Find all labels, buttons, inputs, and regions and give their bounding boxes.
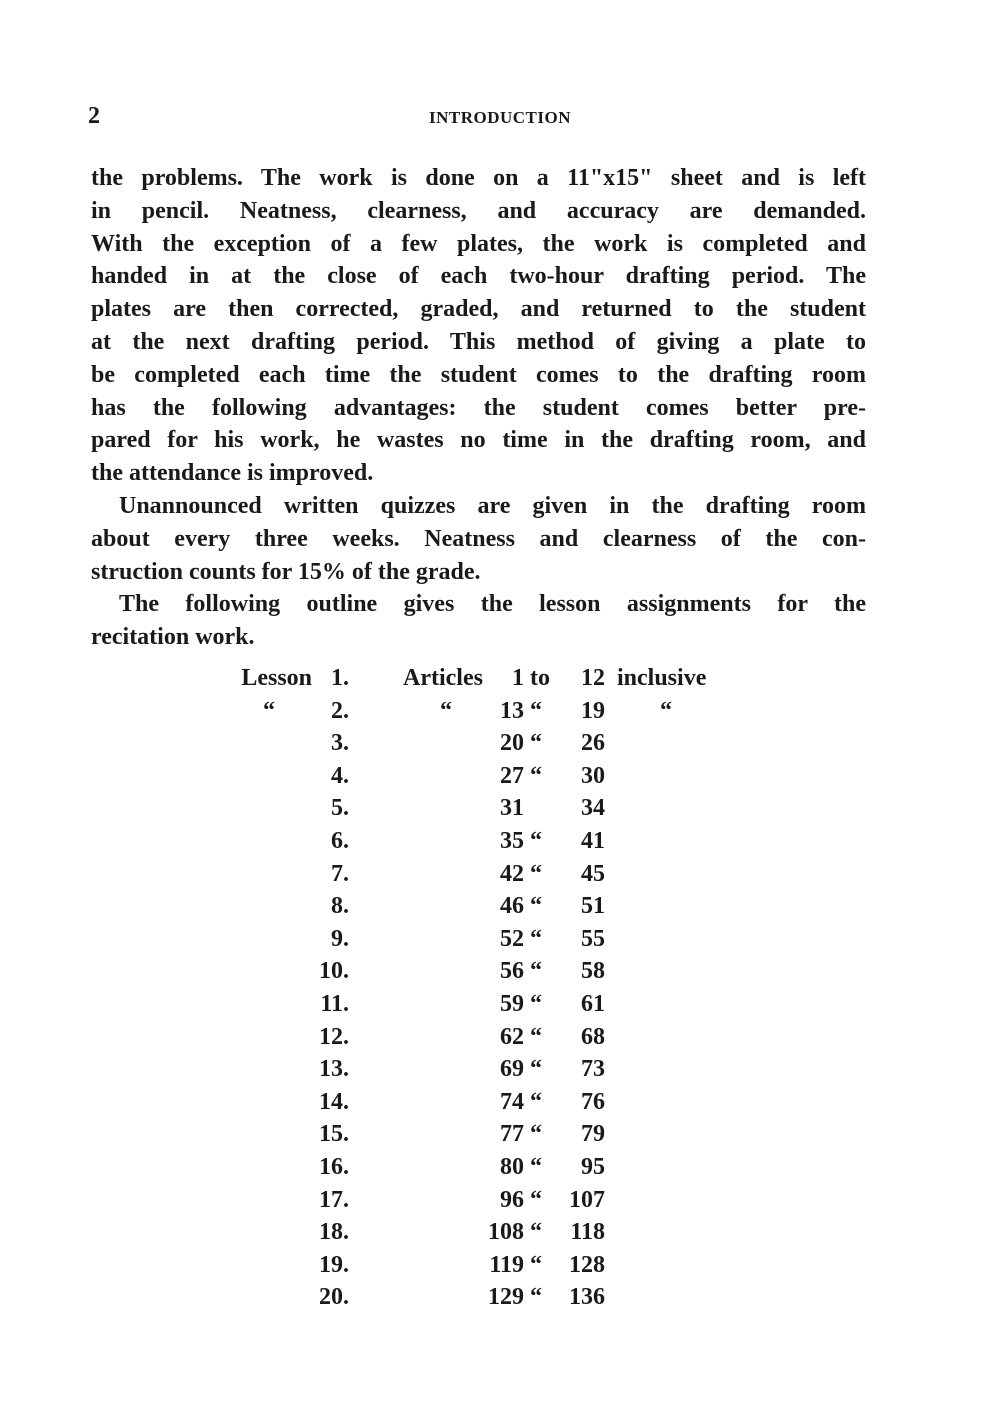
article-from: 13: [500, 697, 524, 724]
article-from: 31: [500, 795, 524, 822]
article-from: 129: [488, 1284, 524, 1311]
table-row: [0, 1281, 1000, 1314]
article-to: 58: [581, 958, 605, 985]
range-separator: “: [530, 990, 542, 1017]
table-row: [0, 662, 1000, 695]
range-separator: “: [530, 958, 542, 985]
article-from: 20: [500, 730, 524, 757]
lesson-number: 19.: [319, 1251, 349, 1278]
range-separator: “: [530, 1056, 542, 1083]
article-from: 52: [500, 925, 524, 952]
lesson-number: 1.: [331, 665, 349, 691]
table-row: [0, 923, 1000, 956]
range-separator: “: [530, 1023, 542, 1050]
text-line: at the next drafting period. This method of giving a plate to: [91, 328, 866, 355]
lesson-number: 10.: [319, 958, 349, 985]
table-row: [0, 1249, 1000, 1282]
lesson-number: 15.: [319, 1121, 349, 1148]
range-separator: “: [530, 1219, 542, 1246]
article-from: 96: [500, 1186, 524, 1213]
lesson-number: 13.: [319, 1056, 349, 1083]
text-line: With the exception of a few plates, the work is completed and: [91, 230, 866, 257]
table-row: [0, 988, 1000, 1021]
article-to: 79: [581, 1121, 605, 1148]
article-from: 80: [500, 1153, 524, 1180]
text-line: struction counts for 15% of the grade.: [91, 558, 481, 585]
inclusive-label: “: [660, 697, 672, 724]
article-to: 73: [581, 1056, 605, 1083]
lesson-number: 16.: [319, 1153, 349, 1180]
article-to: 34: [581, 795, 605, 822]
table-row: [0, 1216, 1000, 1249]
text-line: recitation work.: [91, 624, 255, 651]
text-line: the problems. The work is done on a 11"x15" sheet and is left: [91, 165, 866, 191]
table-row: [0, 1021, 1000, 1054]
lesson-number: 4.: [331, 762, 349, 789]
range-separator: “: [530, 925, 542, 952]
paragraph: [91, 588, 866, 654]
range-separator: to: [530, 665, 550, 691]
paragraph: [91, 162, 866, 490]
text-line: plates are then corrected, graded, and returned to the student: [91, 296, 866, 323]
text-line: in pencil. Neatness, clearness, and accuracy are demanded.: [91, 197, 866, 224]
article-to: 12: [581, 665, 605, 691]
lesson-assignments-table: [0, 662, 1000, 1314]
range-separator: “: [530, 697, 542, 724]
text-line: pared for his work, he wastes no time in the drafting room, and: [91, 427, 866, 454]
range-separator: “: [530, 860, 542, 887]
text-line: has the following advantages: the student comes better pre-: [91, 394, 866, 421]
article-from: 62: [500, 1023, 524, 1050]
range-separator: “: [530, 1088, 542, 1115]
table-row: [0, 825, 1000, 858]
articles-label: Articles: [403, 665, 483, 691]
text-line: the attendance is improved.: [91, 460, 374, 487]
range-separator: “: [530, 827, 542, 854]
range-separator: “: [530, 1251, 542, 1278]
article-to: 68: [581, 1023, 605, 1050]
text-line: be completed each time the student comes to the drafting room: [91, 361, 866, 388]
article-to: 136: [569, 1284, 605, 1311]
table-row: [0, 1151, 1000, 1184]
article-from: 69: [500, 1056, 524, 1083]
lesson-number: 17.: [319, 1186, 349, 1213]
table-row: [0, 792, 1000, 825]
article-from: 46: [500, 893, 524, 920]
running-title: INTRODUCTION: [428, 108, 572, 127]
range-separator: “: [530, 1153, 542, 1180]
lesson-number: 12.: [319, 1023, 349, 1050]
lesson-number: 2.: [331, 697, 349, 724]
article-from: 27: [500, 762, 524, 789]
lesson-number: 8.: [331, 893, 349, 920]
lesson-number: 6.: [331, 827, 349, 854]
lesson-number: 7.: [331, 860, 349, 887]
article-to: 128: [569, 1251, 605, 1278]
lesson-number: 18.: [319, 1219, 349, 1246]
table-row: [0, 955, 1000, 988]
article-from: 119: [489, 1251, 524, 1278]
article-from: 77: [500, 1121, 524, 1148]
articles-label: “: [440, 697, 452, 724]
table-row: [0, 695, 1000, 728]
paragraph: [91, 490, 866, 588]
lesson-number: 11.: [320, 990, 349, 1017]
lesson-number: 14.: [319, 1088, 349, 1115]
range-separator: “: [530, 1284, 542, 1311]
table-row: [0, 858, 1000, 891]
article-to: 30: [581, 762, 605, 789]
article-to: 107: [569, 1186, 605, 1213]
article-to: 118: [570, 1219, 605, 1246]
page-number: 2: [88, 103, 100, 129]
lesson-number: 5.: [331, 795, 349, 822]
range-separator: “: [530, 1121, 542, 1148]
article-from: 35: [500, 827, 524, 854]
article-from: 108: [488, 1219, 524, 1246]
text-line: The following outline gives the lesson assignments for the: [119, 591, 866, 618]
inclusive-label: inclusive: [617, 665, 707, 691]
article-to: 19: [581, 697, 605, 724]
range-separator: “: [530, 762, 542, 789]
article-from: 42: [500, 860, 524, 887]
article-from: 59: [500, 990, 524, 1017]
body-text: [91, 162, 866, 654]
article-from: 74: [500, 1088, 524, 1115]
article-to: 76: [581, 1088, 605, 1115]
range-separator: “: [530, 1186, 542, 1213]
table-row: [0, 1184, 1000, 1217]
article-to: 55: [581, 925, 605, 952]
text-line: about every three weeks. Neatness and clearness of the con-: [91, 525, 866, 552]
table-row: [0, 760, 1000, 793]
table-row: [0, 890, 1000, 923]
article-to: 61: [581, 990, 605, 1017]
article-to: 45: [581, 860, 605, 887]
lesson-number: 20.: [319, 1284, 349, 1311]
article-to: 95: [581, 1153, 605, 1180]
article-to: 51: [581, 893, 605, 920]
table-row: [0, 1118, 1000, 1151]
lesson-number: 9.: [331, 925, 349, 952]
table-row: [0, 727, 1000, 760]
lesson-label: “: [263, 697, 275, 724]
article-from: 1: [512, 665, 524, 691]
range-separator: “: [530, 730, 542, 757]
article-from: 56: [500, 958, 524, 985]
article-to: 41: [581, 827, 605, 854]
table-row: [0, 1053, 1000, 1086]
text-line: Unannounced written quizzes are given in the drafting room: [119, 492, 866, 519]
lesson-label: Lesson: [241, 665, 312, 691]
lesson-number: 3.: [331, 730, 349, 757]
table-row: [0, 1086, 1000, 1119]
range-separator: “: [530, 893, 542, 920]
text-line: handed in at the close of each two-hour drafting period. The: [91, 263, 866, 290]
article-to: 26: [581, 730, 605, 757]
